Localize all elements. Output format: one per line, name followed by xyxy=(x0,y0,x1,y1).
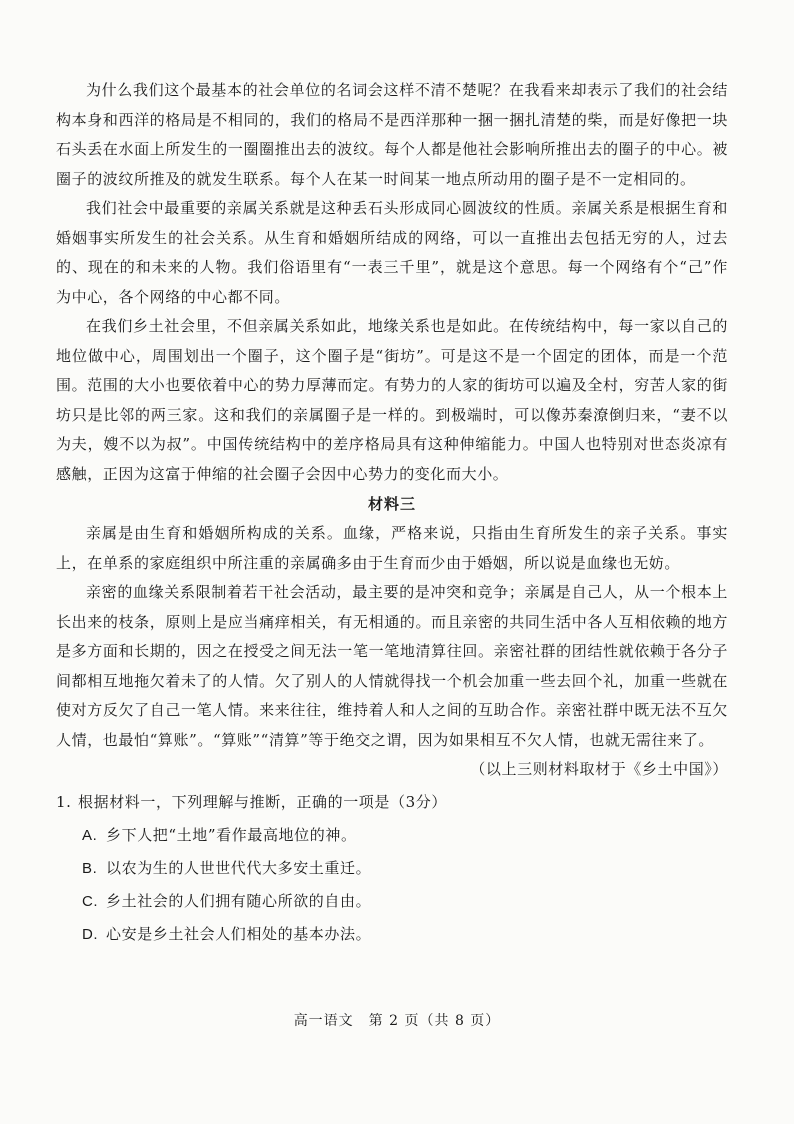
option-text: 以农为生的人世世代代大多安土重迁。 xyxy=(106,858,372,877)
page-footer: 高一语文 第 2 页（共 8 页） xyxy=(293,1013,501,1029)
option-text: 乡下人把“土地”看作最高地位的神。 xyxy=(106,825,357,844)
section-title: 材料三 xyxy=(367,495,416,513)
option-letter: A. xyxy=(82,826,98,844)
option-letter: C. xyxy=(82,892,99,910)
option-text: 心安是乡土社会人们相处的基本办法。 xyxy=(106,924,372,943)
page-content xyxy=(56,76,728,951)
option-d xyxy=(82,918,728,951)
question-number: 1. xyxy=(56,792,72,811)
paragraph-5: 亲密的血缘关系限制着若干社会活动，最主要的是冲突和竞争；亲属是自己人，从一个根本上长出来的枝条，原则上是应当痛痒相关，有无相通的。而且亲密的共同生活中各人互相依赖的地方是多方面和长期的，因之在授受之间无法一笔一笔地清算往回。亲密社群的团结性就依赖于各分子间都相互地拖欠着未了的人情。欠了别人的人情就得找一个机会加重一些去回个礼，加重一些就在使对方反欠了自己一笔人情。来来往往，维持着人和人之间的互助合作。亲密社群中既无法不互欠人情，也最怕“算账”。“算账”“清算”等于绝交之谓，因为如果相互不欠人情，也就无需往来了。 xyxy=(56,583,728,749)
option-list xyxy=(82,819,728,951)
question-stem xyxy=(56,787,728,817)
option-letter: B. xyxy=(82,859,98,877)
option-a xyxy=(82,819,728,852)
question-1 xyxy=(56,787,728,951)
source-note: （以上三则材料取材于《乡土中国》） xyxy=(470,760,728,778)
paragraph-2: 我们社会中最重要的亲属关系就是这种丢石头形成同心圆波纹的性质。亲属关系是根据生育和婚姻事实所发生的社会关系。从生育和婚姻所结成的网络，可以一直推出去包括无穷的人，过去的、现在的和未来的人物。我们俗语里有“一表三千里”，就是这个意思。每一个网络有个“己”作为中心，各个网络的中心都不同。 xyxy=(56,199,728,306)
option-letter: D. xyxy=(82,925,99,943)
paragraph-3: 在我们乡土社会里，不但亲属关系如此，地缘关系也是如此。在传统结构中，每一家以自己的地位做中心，周围划出一个圈子，这个圈子是“街坊”。可是这不是一个固定的团体，而是一个范围。范围的大小也要依着中心的势力厚薄而定。有势力的人家的街坊可以遍及全村，穷苦人家的街坊只是比邻的两三家。这和我们的亲属圈子是一样的。到极端时，可以像苏秦潦倒归来，“妻不以为夫，嫂不以为叔”。中国传统结构中的差序格局具有这种伸缩能力。中国人也特别对世态炎凉有感触，正因为这富于伸缩的社会圈子会因中心势力的变化而大小。 xyxy=(56,317,728,483)
paragraph-1: 为什么我们这个最基本的社会单位的名词会这样不清不楚呢？在我看来却表示了我们的社会结构本身和西洋的格局是不相同的，我们的格局不是西洋那种一捆一捆扎清楚的柴，而是好像把一块石头丢在水面上所发生的一圈圈推出去的波纹。每个人都是他社会影响所推出去的圈子的中心。被圈子的波纹所推及的就发生联系。每个人在某一时间某一地点所动用的圈子是不一定相同的。 xyxy=(56,81,728,188)
paragraph-4: 亲属是由生育和婚姻所构成的关系。血缘，严格来说，只指由生育所发生的亲子关系。事实上，在单系的家庭组织中所注重的亲属确多由于生育而少由于婚姻，所以说是血缘也无妨。 xyxy=(56,524,728,572)
question-text: 根据材料一，下列理解与推断，正确的一项是（3分） xyxy=(78,792,447,811)
option-b xyxy=(82,852,728,885)
option-text: 乡土社会的人们拥有随心所欲的自由。 xyxy=(106,891,372,910)
option-c xyxy=(82,885,728,918)
